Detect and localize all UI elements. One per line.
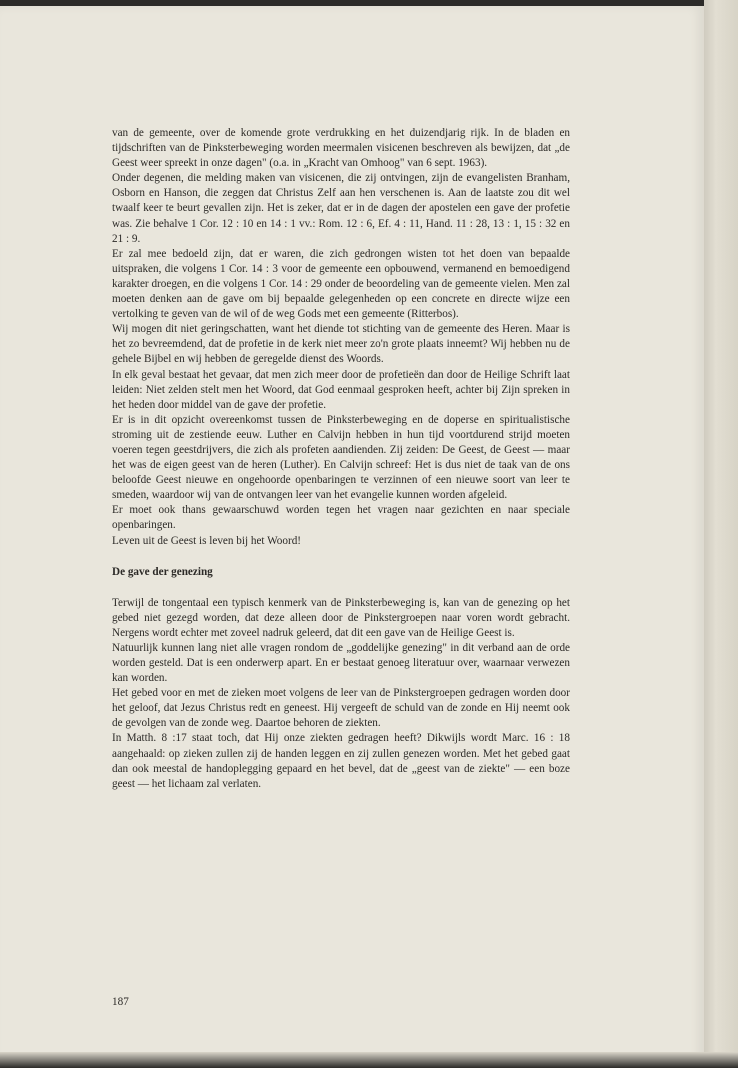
paragraph: Natuurlijk kunnen lang niet alle vragen rondom de „goddelijke genezing" in dit verband aan de orde worden gesteld. Dat is een onderwerp apart. En er bestaat genoeg literatuur over, waarnaar verwezen kan worden. bbox=[112, 641, 570, 685]
paragraph: Er is in dit opzicht overeenkomst tussen de Pinksterbeweging en de doperse en spiritualistische stroming uit de zestiende eeuw. Luther en Calvijn hebben in hun tijd voortdurend strijd moeten voeren tegen geestdrijvers, die zich als profeten aandienden. Zij zeiden: De Geest, de Geest — maar het was de eigen geest van de heren (Luther). En Calvijn schreef: Het is dus niet de taak van de ons beloofde Geest nieuwe en ongehoorde openbaringen te verzinnen of een nieuwe soort van leer te smeden, waardoor wij van de ontvangen leer van het evangelie kunnen worden afgeleid. bbox=[112, 413, 570, 502]
book-page bbox=[0, 6, 704, 1068]
scan-bottom-edge bbox=[0, 1052, 738, 1068]
paragraph: In Matth. 8 :17 staat toch, dat Hij onze ziekten gedragen heeft? Dikwijls wordt Marc. 16 : 18 aangehaald: op zieken zullen zij de handen leggen en zij zullen genezen worden. Met het gebed gaat dan ook meestal de handoplegging gepaard en het bevel, dat de „geest van de ziekte" — een boze geest — het lichaam zal verlaten. bbox=[112, 732, 570, 790]
paragraph: Er moet ook thans gewaarschuwd worden tegen het vragen naar gezichten en naar speciale openbaringen. bbox=[112, 504, 570, 532]
paragraph: van de gemeente, over de komende grote verdrukking en het duizendjarig rijk. In de bladen en tijdschriften van de Pinksterbeweging worden meermalen visicenen beschreven als bewijzen, dat „de Geest weer spreekt in onze dagen" (o.a. in „Kracht van Omhoog" van 6 sept. 1963). bbox=[112, 127, 570, 170]
page-edge bbox=[704, 0, 738, 1068]
paragraph: Onder degenen, die melding maken van visicenen, die zij ontvingen, zijn de evangelisten Branham, Osborn en Hanson, die zeggen dat Christus Zelf aan hen verschenen is. Aan de laatste zou dit wel twaalf keer te beurt gevallen zijn. Het is zeker, dat er in de dagen der apostelen een gave der profetie was. Zie behalve 1 Cor. 12 : 10 en 14 : 1 vv.: Rom. 12 : 6, Ef. 4 : 11, Hand. 11 : 28, 13 : 1, 15 : 32 en 21 : 9. bbox=[112, 172, 570, 245]
page-body bbox=[112, 126, 570, 792]
paragraph: In elk geval bestaat het gevaar, dat men zich meer door de profetieën dan door de Heilige Schrift laat leiden: Niet zelden stelt men het Woord, dat God eenmaal gesproken heeft, achter bij Zijn spreken in het heden door middel van de gave der profetie. bbox=[112, 368, 570, 411]
page-number: 187 bbox=[112, 996, 129, 1008]
paragraph: Terwijl de tongentaal een typisch kenmerk van de Pinksterbeweging is, kan van de genezing op het gebed niet gezegd worden, dat deze alleen door de Pinkstergroepen naar voren wordt gebracht. Nergens wordt echter met zoveel nadruk geleerd, dat dit een gave van de Heilige Geest is. bbox=[112, 596, 570, 639]
paragraph: Leven uit de Geest is leven bij het Woord! bbox=[112, 534, 302, 547]
section-heading: De gave der genezing bbox=[112, 565, 213, 578]
paragraph: Het gebed voor en met de zieken moet volgens de leer van de Pinkstergroepen gedragen worden door het geloof, dat Jezus Christus redt en geneest. Hij vergeeft de schuld van de zonde en Hij neemt ook de gevolgen van de zonde weg. Daartoe behoren de ziekten. bbox=[112, 687, 570, 730]
paragraph: Wij mogen dit niet geringschatten, want het diende tot stichting van de gemeente des Heren. Maar is het zo bevreemdend, dat de profetie in de kerk niet meer zo'n grote plaats inneemt? Wij hebben nu de gehele Bijbel en wij hebben de geregelde dienst des Woords. bbox=[112, 323, 570, 366]
paragraph: Er zal mee bedoeld zijn, dat er waren, die zich gedrongen wisten tot het doen van bepaalde uitspraken, die volgens 1 Cor. 14 : 3 voor de gemeente een opbouwend, vermanend en bemoedigend karakter droegen, en die volgens 1 Cor. 14 : 29 onder de beoordeling van de gemeente vielen. Men zal moeten denken aan de gave om bij bepaalde gelegenheden op een concrete en directe wijze een vertolking te geven van de wil of de weg Gods met een gemeente (Ritterbos). bbox=[112, 247, 570, 321]
